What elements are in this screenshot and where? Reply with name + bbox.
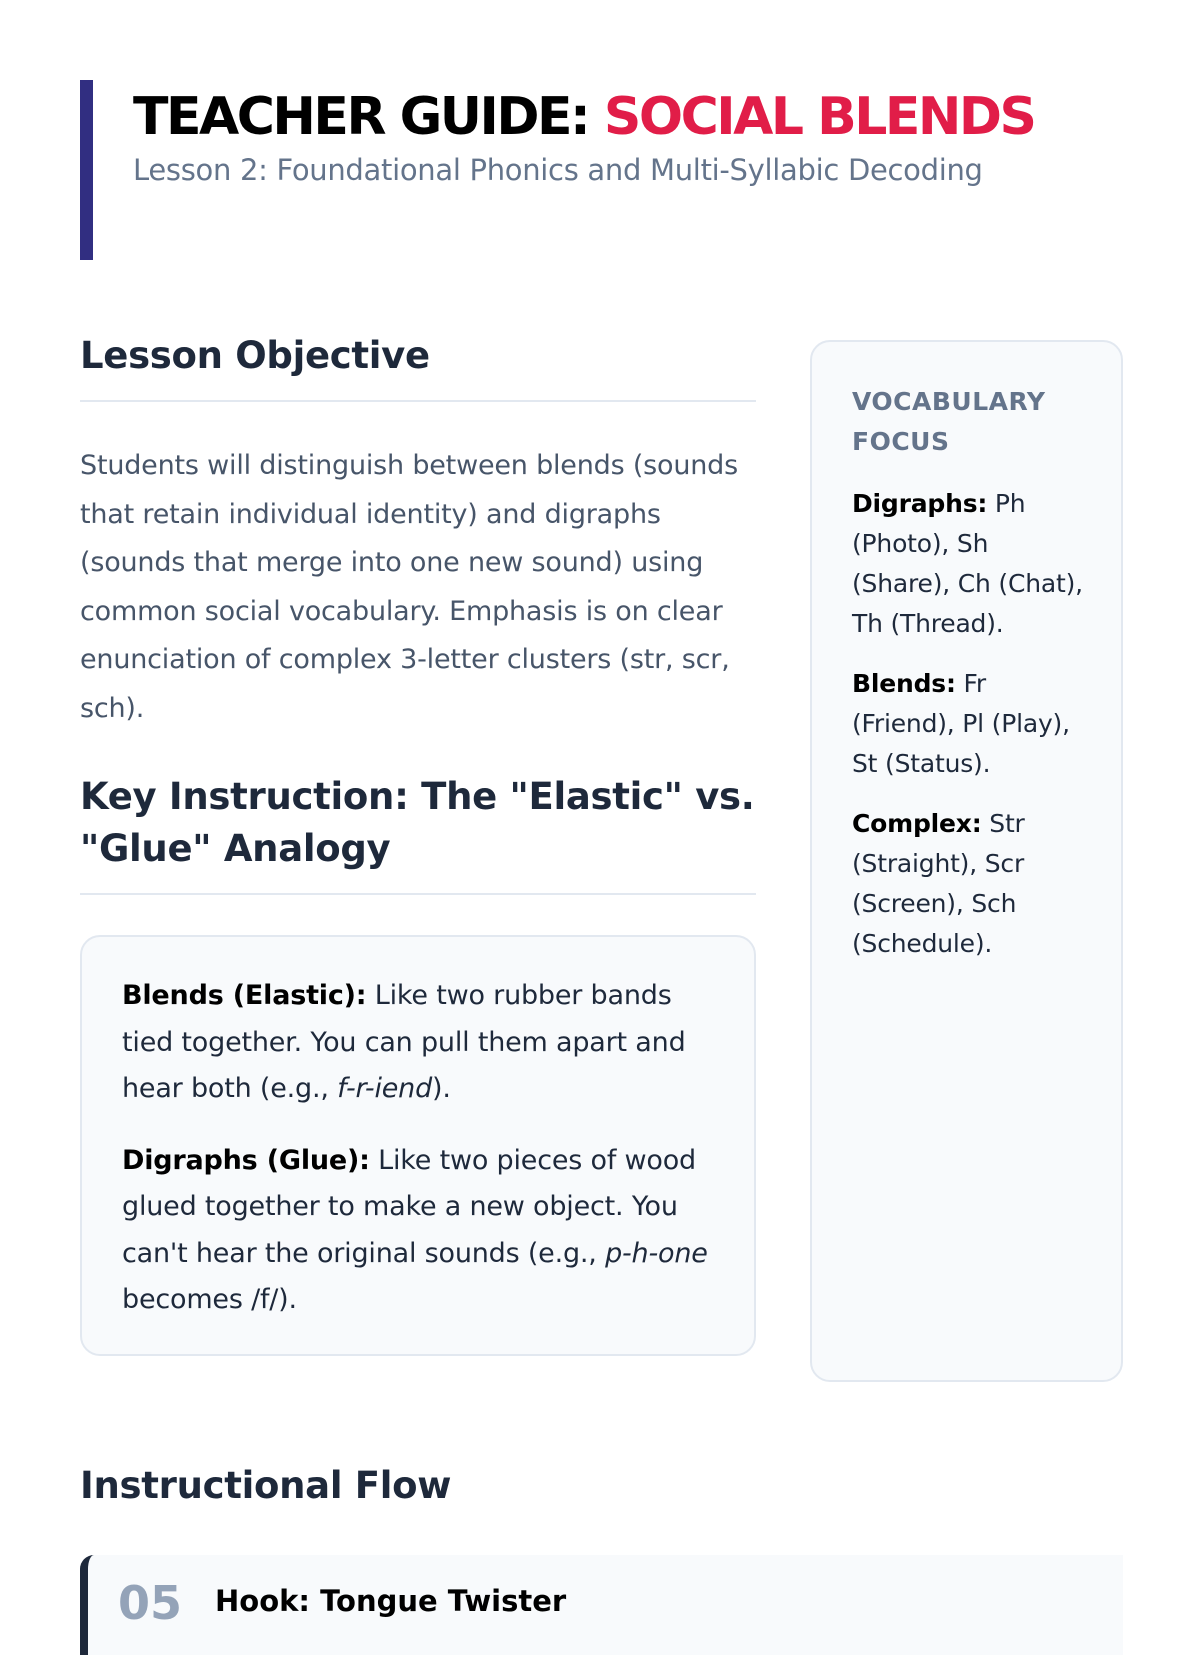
digraphs-analogy xyxy=(122,1138,714,1324)
flow-step-number: 05 xyxy=(118,1576,183,1630)
objective-heading: Lesson Objective xyxy=(80,334,430,377)
blends-label: Blends (Elastic): xyxy=(122,980,367,1011)
lesson-objective-section xyxy=(80,330,756,733)
vocab-text: Fr (Friend), Pl (Play), St (Status). xyxy=(852,669,1070,778)
vocab-label: Digraphs: xyxy=(852,489,988,518)
blends-text: Like two rubber bands tied together. You can pull them apart and hear both (e.g., xyxy=(122,980,686,1104)
flow-step-title: Hook: Tongue Twister xyxy=(215,1584,567,1618)
blends-example: f-r-iend xyxy=(337,1073,433,1104)
blends-analogy xyxy=(122,973,714,1113)
vocab-label: Blends: xyxy=(852,669,956,698)
digraphs-text: Like two pieces of wood glued together to make a new object. You can't hear the original sounds (e.g., xyxy=(122,1144,696,1269)
digraphs-text-end: becomes /f/). xyxy=(122,1284,297,1315)
instructional-flow-heading: Instructional Flow xyxy=(80,1464,452,1507)
page-title xyxy=(133,80,1130,150)
vocabulary-title: VOCABULARY FOCUS xyxy=(852,387,1046,456)
title-accent: SOCIAL BLENDS xyxy=(603,87,1035,147)
blends-text-end: ). xyxy=(432,1073,451,1104)
key-instruction-heading: Key Instruction: The "Elastic" vs. "Glue" Analogy xyxy=(80,775,755,870)
objective-text: Students will distinguish between blends (sounds that retain individual identity) and digraphs (sounds that merge into one new sound) using common social vocabulary. Emphasis is on clear enunciation of complex 3-letter clusters (str, scr, sch). xyxy=(80,450,738,724)
vocabulary-sidebar xyxy=(810,340,1123,1382)
vocab-item-blends xyxy=(852,664,1083,784)
analogy-box xyxy=(80,935,756,1356)
vocab-text: Ph (Photo), Sh (Share), Ch (Chat), Th (Thread). xyxy=(852,489,1083,638)
page-subtitle: Lesson 2: Foundational Phonics and Multi-Syllabic Decoding xyxy=(133,153,983,187)
vocab-text: Str (Straight), Scr (Screen), Sch (Schedule). xyxy=(852,809,1025,958)
vocab-item-complex xyxy=(852,804,1083,964)
vocab-item-digraphs xyxy=(852,484,1083,644)
digraphs-label: Digraphs (Glue): xyxy=(122,1144,370,1176)
digraphs-example: p-h-one xyxy=(605,1237,708,1269)
flow-step-card xyxy=(80,1555,1123,1655)
key-instruction-divider xyxy=(80,893,756,895)
key-instruction-section xyxy=(80,771,756,1356)
main-content xyxy=(80,330,756,1356)
title-prefix: TEACHER GUIDE: xyxy=(133,87,604,147)
page-header xyxy=(80,80,1130,260)
vocab-label: Complex: xyxy=(852,809,982,838)
objective-divider xyxy=(80,400,756,402)
